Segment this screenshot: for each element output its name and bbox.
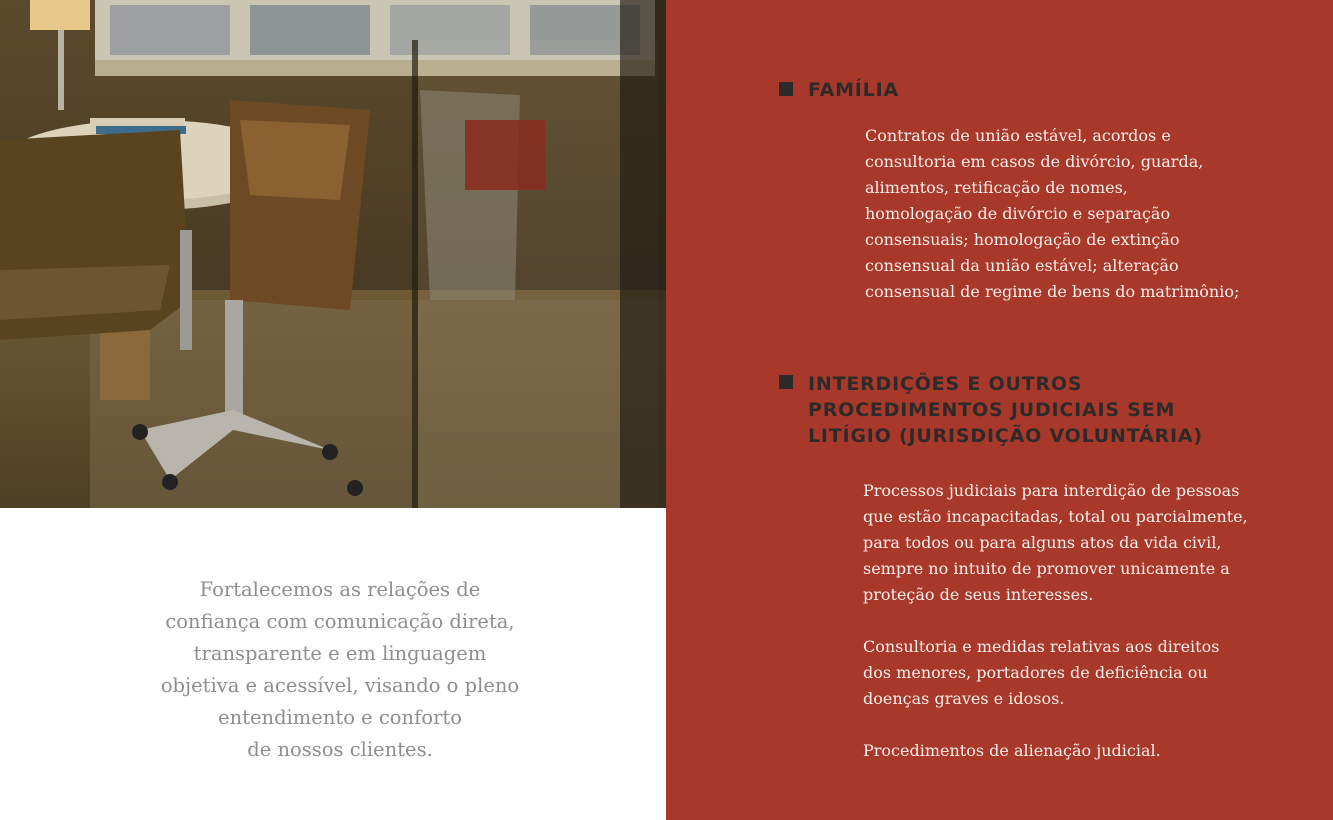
mission-statement: Fortalecemos as relações de confiança com comunicação direta, transparente e em linguagem objetiva e acessível, visando o pleno entendimento e conforto de nossos clientes.	[160, 578, 520, 761]
section-bullet-icon	[779, 375, 793, 389]
section-interdicoes-paragraph-1: Processos judiciais para interdição de pessoas que estão incapacitadas, total ou parcialmente, para todos ou para alguns atos da vida civil, sempre no intuito de promover unicamente a proteção de seus interesses.	[863, 481, 1248, 604]
section-interdicoes-paragraph-2: Consultoria e medidas relativas aos direitos dos menores, portadores de deficiência ou doenças graves e idosos.	[863, 637, 1220, 708]
section-title-familia: FAMÍLIA	[808, 79, 899, 101]
office-illustration	[0, 0, 666, 508]
section-interdicoes-paragraph-3: Procedimentos de alienação judicial.	[863, 741, 1161, 760]
section-familia-description: Contratos de união estável, acordos e consultoria em casos de divórcio, guarda, alimentos, retificação de nomes, homologação de divórcio e separação consensuais; homologação de extinção consensual da união estável; alteração consensual de regime de bens do matrimônio;	[865, 126, 1240, 301]
section-title-interdicoes: INTERDIÇÕES E OUTROS PROCEDIMENTOS JUDICIAIS SEM LITÍGIO (JURISDIÇÃO VOLUNTÁRIA)	[808, 373, 1203, 447]
section-bullet-icon	[779, 82, 793, 96]
office-photo	[0, 0, 666, 508]
